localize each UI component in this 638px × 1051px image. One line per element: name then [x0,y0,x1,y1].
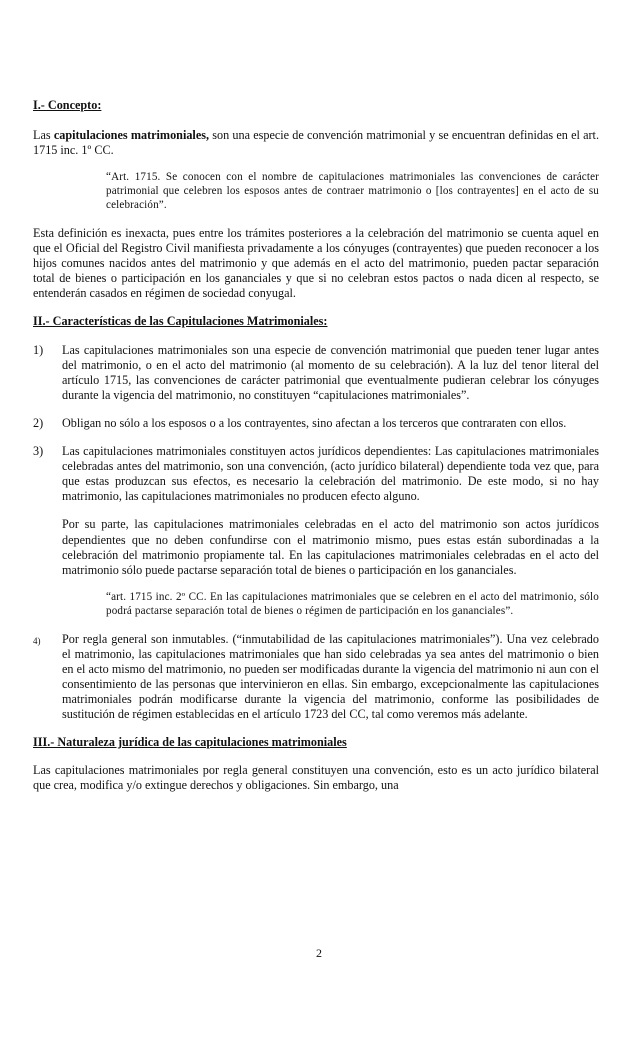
list-item-3 [33,444,599,504]
list-item-1 [33,343,599,403]
list-item-text: Obligan no sólo a los esposos o a los contrayentes, sino afectan a los terceros que contraraten con ellos. [62,415,567,430]
list-item-text: Las capitulaciones matrimoniales constituyen actos jurídicos dependientes: Las capitulaciones matrimoniales celebradas antes del matrimonio, son una convención, (acto jurídico bilateral) dependiente toda vez que, para que estas produzcan sus efectos, es necesario la celebración del matrimonio. De este modo, si no hay matrimonio, las capitulaciones matrimoniales no producen efecto alguno. [62,444,599,504]
page-content [33,98,599,793]
quote-art-1715: “Art. 1715. Se conocen con el nombre de capitulaciones matrimoniales las convenciones de carácter patrimonial que celebren los esposos antes de contraer matrimonio o [los contrayentes] en el acto de su celebración”. [106,171,599,212]
paragraph-intro [33,128,599,158]
intro-bold-term: capitulaciones matrimoniales, [53,128,210,143]
quote-art-1715-inc-2: “art. 1715 inc. 2º CC. En las capitulaciones matrimoniales que se celebren en el acto del matrimonio, sólo podrá pactarse separación total de bienes o régimen de participación en los gananciales”. [106,590,599,617]
paragraph-naturaleza: Las capitulaciones matrimoniales por regla general constituyen una convención, esto es un acto jurídico bilateral que crea, modifica y/o extingue derechos y obligaciones. Sin embargo, una [33,763,599,793]
page-number: 2 [316,946,322,960]
list-item-text: Las capitulaciones matrimoniales son una especie de convención matrimonial que pueden tener lugar antes del matrimonio, o en el acto del matrimonio (al momento de su celebración). A la luz del tenor literal del artículo 1715, las convenciones de carácter patrimonial que eventualmente pudieran celebrar los cónyuges durante la vigencia del matrimonio, no constituyen “capitulaciones matrimoniales”. [62,342,599,402]
section-heading-caracteristicas: II.- Características de las Capitulaciones Matrimoniales: [33,314,328,329]
list-number: 4) [33,635,41,646]
list-item-4 [33,632,599,723]
list-number: 3) [33,444,44,459]
list-item-text: Por regla general son inmutables. (“inmutabilidad de las capitulaciones matrimoniales”). Una vez celebrado el matrimonio, las capitulaciones matrimoniales que han sido celebradas ya sea antes del matrimonio o bien en el acto mismo del matrimonio, no pueden ser modificadas durante la vigencia del matrimonio ni aun con el consentimiento de las personas que intervinieron en ellas. Sin embargo, excepcionalmente las capitulaciones matrimoniales podrán modificarse durante la vigencia del matrimonio, conforme las posibilidades de sustitución de régimen establecidas en el artículo 1723 del CC, tal como veremos más adelante. [62,631,599,722]
list-number: 1) [33,342,44,357]
list-item-2 [33,416,599,431]
list-item-3-paragraph: Por su parte, las capitulaciones matrimoniales celebradas en el acto del matrimonio son actos jurídicos dependientes que no deben confundirse con el matrimonio mismo, pues estas están subordinadas a la celebración del matrimonio propiamente tal. En las capitulaciones matrimoniales celebradas en el acto del matrimonio sólo puede pactarse separación total de bienes o participación en los gananciales. [62,517,599,577]
paragraph-definition-critique: Esta definición es inexacta, pues entre los trámites posteriores a la celebración del matrimonio se cuenta aquel en que el Oficial del Registro Civil manifiesta privadamente a los cónyuges (contrayentes) que pueden reconocer a los hijos comunes nacidos antes del matrimonio y que además en el acto del matrimonio, pueden pactar separación total de bienes o participación en los gananciales y que si no celebran estos pactos o nada dicen al respecto, se entenderán casados en régimen de sociedad conyugal. [33,226,599,301]
list-number: 2) [33,415,44,430]
intro-text-rest: son una especie de convención matrimonial y se encuentran definidas en el art. 1715 inc. 1º CC. [33,128,599,158]
intro-text: Las [33,128,54,143]
section-heading-concepto: I.- Concepto: [33,98,102,112]
section-heading-naturaleza: III.- Naturaleza jurídica de las capitulaciones matrimoniales [33,735,347,750]
